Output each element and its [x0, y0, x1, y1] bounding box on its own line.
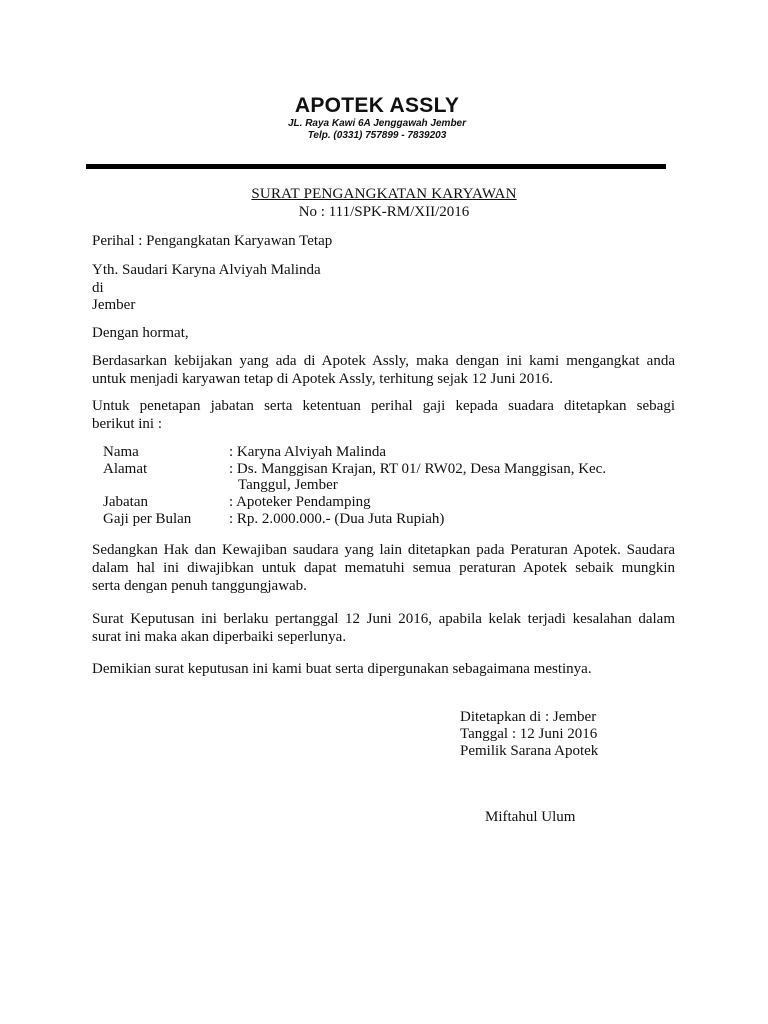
- paragraph-line: Berdasarkan kebijakan yang ada di Apotek Assly, maka dengan ini kami mengangkat anda: [92, 353, 675, 369]
- paragraph-line: serta dengan penuh tanggungjawab.: [92, 578, 307, 594]
- letter-number: No : 111/SPK-RM/XII/2016: [298, 204, 470, 220]
- detail-label: Jabatan: [103, 494, 148, 510]
- paragraph-line: Surat Keputusan ini berlaku pertanggal 12 Juni 2016, apabila kelak terjadi kesalahan dalam: [92, 611, 675, 627]
- signature-date: Tanggal : 12 Juni 2016: [460, 726, 598, 742]
- recipient-line: Yth. Saudari Karyna Alviyah Malinda: [92, 262, 321, 278]
- recipient-line: Jember: [92, 297, 136, 313]
- signature-place: Ditetapkan di : Jember: [460, 709, 597, 725]
- letter-title: SURAT PENGANGKATAN KARYAWAN: [251, 186, 517, 202]
- greeting: Dengan hormat,: [92, 325, 189, 341]
- detail-value: : Karyna Alviyah Malinda: [229, 444, 387, 460]
- recipient-line: di: [92, 280, 104, 296]
- paragraph-line: Untuk penetapan jabatan serta ketentuan perihal gaji kepada suadara ditetapkan sebagi: [92, 398, 675, 414]
- detail-value: : Ds. Manggisan Krajan, RT 01/ RW02, Desa Manggisan, Kec.: [229, 461, 607, 477]
- paragraph-line: Sedangkan Hak dan Kewajiban saudara yang lain ditetapkan pada Peraturan Apotek. Saudara: [92, 542, 675, 558]
- paragraph-line: berikut ini :: [92, 416, 162, 432]
- paragraph-line: surat ini maka akan diperbaiki seperlunya.: [92, 629, 347, 645]
- closing-statement: Demikian surat keputusan ini kami buat serta dipergunakan sebagaimana mestinya.: [92, 661, 592, 677]
- detail-value: : Apoteker Pendamping: [229, 494, 371, 510]
- detail-value-continued: Tanggul, Jember: [238, 477, 338, 493]
- paragraph-line: untuk menjadi karyawan tetap di Apotek Assly, terhitung sejak 12 Juni 2016.: [92, 371, 554, 387]
- pharmacy-address: JL. Raya Kawi 6A Jenggawah Jember: [287, 118, 467, 129]
- paragraph-line: dalam hal ini diwajibkan untuk dapat mematuhi semua peraturan Apotek sebaik mungkin: [92, 560, 675, 576]
- detail-label: Gaji per Bulan: [103, 511, 192, 527]
- signatory-name: Miftahul Ulum: [485, 809, 576, 825]
- pharmacy-phone: Telp. (0331) 757899 - 7839203: [307, 130, 447, 141]
- signature-position: Pemilik Sarana Apotek: [460, 743, 599, 759]
- pharmacy-name: APOTEK ASSLY: [294, 94, 460, 117]
- detail-value: : Rp. 2.000.000.- (Dua Juta Rupiah): [229, 511, 445, 527]
- detail-label: Alamat: [103, 461, 148, 477]
- letterhead-divider: [86, 164, 666, 169]
- detail-label: Nama: [103, 444, 139, 460]
- letter-subject: Perihal : Pengangkatan Karyawan Tetap: [92, 233, 333, 249]
